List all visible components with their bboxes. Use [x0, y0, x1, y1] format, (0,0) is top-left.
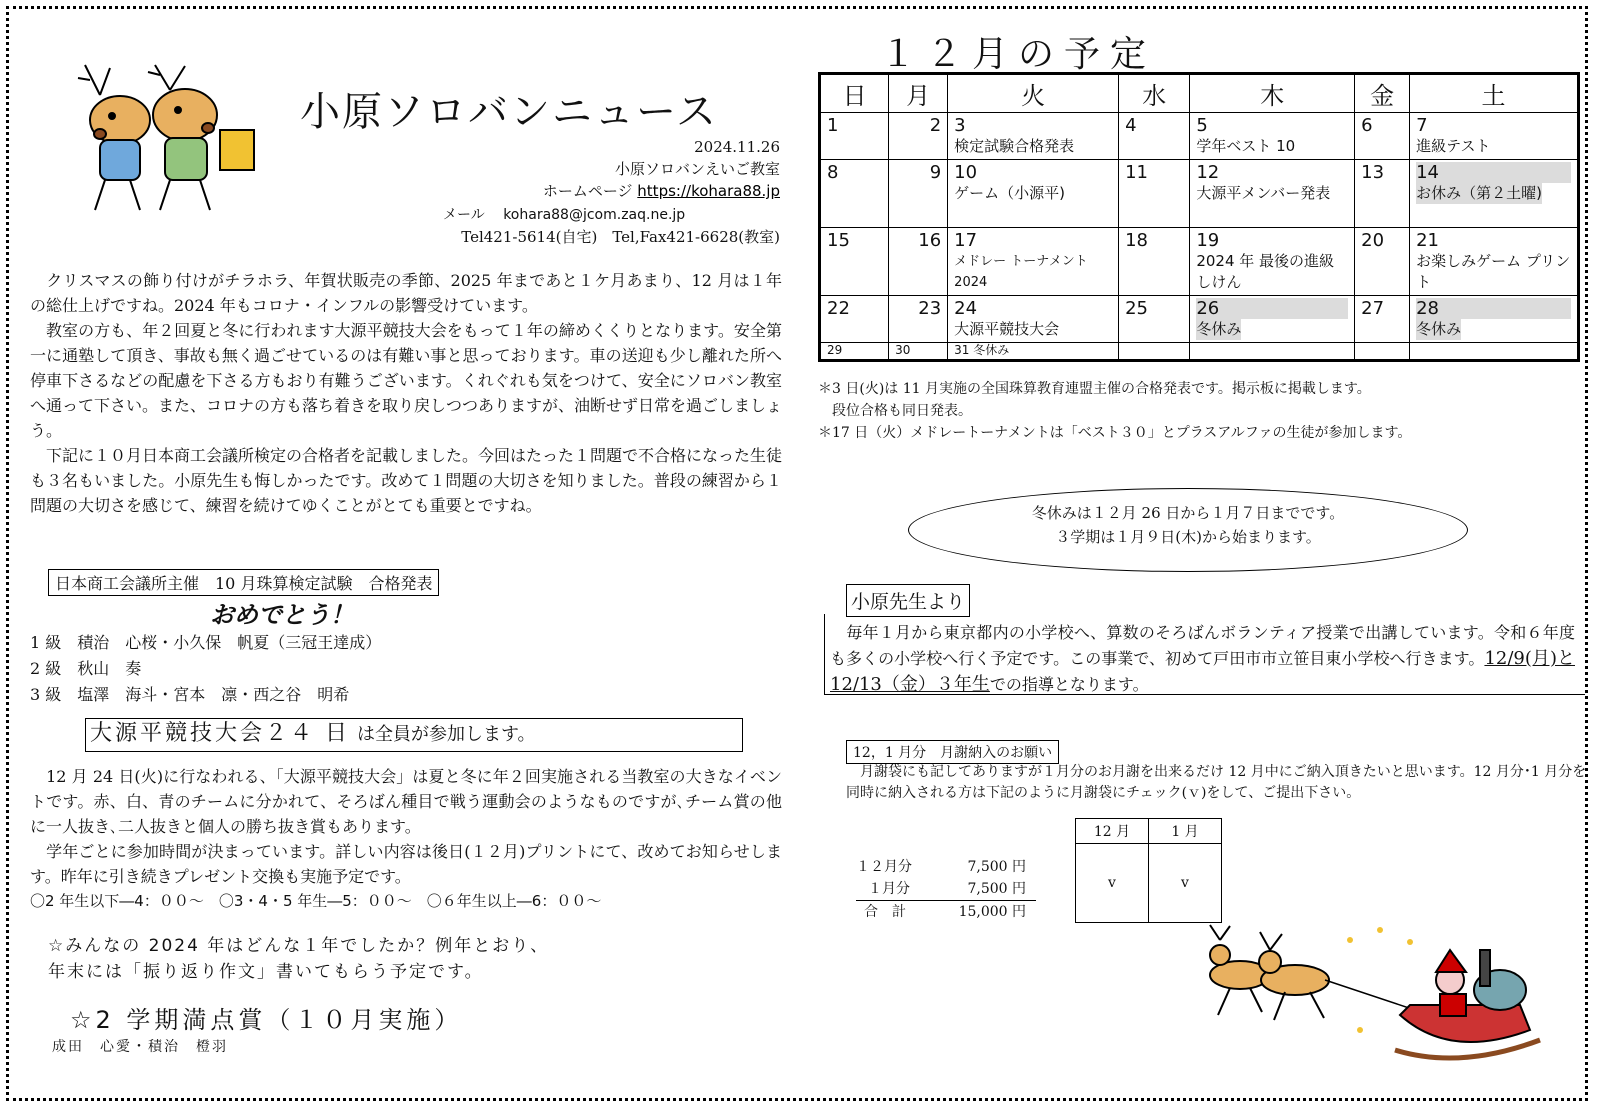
calendar-day-cell [1355, 343, 1410, 361]
tournament-times: 〇2 年生以下―4：００～ 〇3・4・5 年生―5：００～ 〇６年生以上―6：００～ [30, 892, 602, 910]
teacher-tail: での指導となります。 [989, 675, 1149, 694]
calendar-day-cell [820, 228, 889, 296]
calendar-day-number: 19 [1196, 230, 1220, 251]
calendar-day-number: 14 [1416, 162, 1571, 183]
teacher-dates: 12/9(月)と 12/13（金）３年生 [830, 648, 1575, 695]
calendar-day-number: 27 [1361, 298, 1385, 319]
tournament-text [30, 764, 782, 914]
calendar-day-number: 6 [1361, 115, 1373, 136]
calendar-note: 段位合格も同日発表。 [818, 403, 972, 419]
calendar-day-number: 18 [1125, 230, 1148, 251]
calendar-day-cell [820, 296, 889, 343]
calendar-day-cell [1119, 228, 1190, 296]
mail-address[interactable]: kohara88@jcom.zaq.ne.jp [503, 207, 686, 223]
calendar-event: お休み（第２土曜) [1416, 184, 1542, 202]
weekday-tue: 火 [948, 74, 1119, 113]
exam-results [30, 630, 381, 708]
calendar-day-number: 2 [929, 115, 942, 136]
weekday-mon: 月 [889, 74, 948, 113]
calendar-day-number: 31 冬休み [954, 343, 1010, 357]
calendar-day-cell [1190, 113, 1355, 160]
fee-line-label: １月分 [868, 881, 910, 897]
newsletter-title: 小原ソロバンニュース [300, 89, 718, 135]
calendar-day-cell [889, 160, 948, 228]
calendar-day-cell [1355, 296, 1410, 343]
calendar-day-cell [1410, 343, 1579, 361]
calendar-day-cell [1190, 228, 1355, 296]
calendar-day-number: 29 [827, 343, 843, 357]
mail-label: メール [443, 207, 485, 223]
calendar-day-cell [1355, 113, 1410, 160]
calendar-day-cell [1410, 228, 1579, 296]
check-cell: v [1076, 844, 1149, 923]
calendar-notes [818, 378, 1588, 444]
calendar-day-number: 21 [1416, 230, 1439, 251]
calendar-day-number: 30 [895, 343, 911, 357]
tournament-heading-big: 大源平競技大会２４ 日 [90, 721, 350, 746]
calendar-event: 進級テスト [1416, 137, 1491, 155]
calendar-event: 冬休み [1196, 320, 1242, 338]
tournament-paragraph: 学年ごとに参加時間が決まっています。詳しい内容は後日(１２月)プリントにて、改めてお知らせします。昨年に引き続きプレゼント交換も実施予定です。 [30, 842, 782, 886]
calendar-day-number: 13 [1361, 162, 1385, 183]
mail-line [443, 204, 685, 224]
calendar-event: 検定試験合格発表 [954, 137, 1075, 155]
result-line: 2 級 秋山 奏 [30, 659, 142, 678]
teacher-text [830, 620, 1575, 698]
calendar-event: 2024 年 最後の進級しけん [1196, 252, 1335, 291]
calendar-day-cell [1190, 296, 1355, 343]
calendar-day-cell [948, 228, 1119, 296]
fee-line [856, 901, 1036, 923]
calendar-day-cell [1190, 343, 1355, 361]
calendar-day-cell [1355, 160, 1410, 228]
fee-line [856, 878, 1036, 901]
fee-line-amount: 7,500 円 [967, 859, 1026, 875]
tournament-heading [85, 718, 743, 752]
fee-line-amount: 7,500 円 [967, 881, 1026, 897]
calendar-day-number: 25 [1125, 298, 1148, 319]
calendar-day-number: 28 [1416, 298, 1571, 319]
calendar-week-row [820, 113, 1579, 160]
calendar-day-number: 9 [929, 162, 942, 183]
tournament-heading-small: は全員が参加します。 [357, 724, 536, 745]
calendar-day-cell [889, 228, 948, 296]
fee-lines [856, 856, 1036, 923]
calendar-day-cell [889, 296, 948, 343]
intro-paragraph: クリスマスの飾り付けがチラホラ、年賀状販売の季節、2025 年まであと１ケ月あまり、12 月は１年の総仕上げですね。2024 年もコロナ・インフルの影響受けています。 [30, 271, 782, 315]
check-cell: v [1149, 844, 1222, 923]
calendar-day-number: 20 [1361, 230, 1385, 251]
calendar-day-number: 10 [954, 162, 978, 183]
calendar-day-cell [820, 113, 889, 160]
fee-text: 月謝袋にも記してありますが１月分のお月謝を出来るだけ 12 月中にご納入頂きたいと思います。12 月分･1 月分を同時に納入される方は下記のように月謝袋にチェック(ｖ)をして、ご提出下さい。 [846, 764, 1587, 801]
reflection-line: ☆みんなの 2024 年はどんな１年でしたか？例年とおり、 [48, 936, 550, 956]
tournament-paragraph: 12 月 24 日(火)に行なわれる、「大源平競技大会」は夏と冬に年２回実施される当教室の大きなイベントです。赤、白、青のチームに分かれて、そろばん種目で戦う運動会のようなものですが､チーム賞の他に一人抜き､二人抜きと個人の勝ち抜き賞もあります。 [30, 767, 782, 836]
fee-line [856, 856, 1036, 878]
calendar-day-cell [1410, 160, 1579, 228]
homepage-line [543, 180, 780, 202]
winter-line: ３学期は１月９日(木)から始まります。 [1055, 528, 1321, 546]
perfect-award-names: 成田 心愛・積治 橙羽 [52, 1039, 228, 1055]
calendar-day-number: 17 [954, 230, 978, 251]
calendar-day-number: 12 [1196, 162, 1220, 183]
intro-paragraph: 教室の方も、年２回夏と冬に行われます大源平競技大会をもって１年の締めくくりとなります。安全第一に通塾して頂き、事故も無く過ごせているのは有難い事と思っております。車の送迎も少し離れた所へ停車下さるなどの配慮を下さる方もおり有難うございます。くれぐれも気をつけて、安全にソロバン教室へ通って下さい。また、コロナの方も落ち着きを取り戻しつつありますが、油断せず日常を過ごしましょう。 [30, 321, 783, 440]
calendar-event: ゲーム（小源平) [954, 184, 1066, 202]
fee-label: 12，1 月分 月謝納入のお願い [846, 740, 1059, 764]
calendar-day-number: 3 [954, 115, 966, 136]
calendar-day-cell [1410, 296, 1579, 343]
calendar-table [818, 72, 1580, 362]
calendar-day-cell [1190, 160, 1355, 228]
fee-line-label: 合 計 [864, 904, 906, 920]
reindeer-illustration [60, 60, 270, 220]
check-header: 12 月 [1076, 819, 1149, 844]
calendar-day-number: 5 [1196, 115, 1208, 136]
homepage-label: ホームページ [542, 182, 633, 200]
calendar-note: ＊3 日(火)は 11 月実施の全国珠算教育連盟主催の合格発表です。掲示板に掲載します。 [818, 381, 1371, 397]
calendar-event: メドレー トーナメント 2024 [954, 254, 1088, 290]
tel-line: Tel421-5614(自宅) Tel,Fax421-6628(教室) [461, 228, 780, 246]
calendar-event: お楽しみゲーム プリント [1416, 252, 1571, 291]
calendar-day-cell [1355, 228, 1410, 296]
congrats-heading: おめでとう！ [210, 600, 354, 629]
calendar-day-cell [820, 160, 889, 228]
calendar-day-number: 8 [827, 162, 839, 183]
calendar-day-number: 23 [918, 298, 942, 319]
calendar-day-cell [948, 113, 1119, 160]
calendar-event: 大源平競技大会 [954, 320, 1060, 338]
weekday-wed: 水 [1119, 74, 1190, 113]
fee-line-label: １２月分 [856, 859, 912, 875]
calendar-day-cell [889, 343, 948, 361]
calendar-week-row [820, 296, 1579, 343]
calendar-day-number: 11 [1125, 162, 1148, 183]
result-line: 1 級 積治 心桜・小久保 帆夏（三冠王達成） [30, 633, 382, 652]
weekday-row [820, 74, 1579, 113]
weekday-sun: 日 [820, 74, 889, 113]
calendar-day-cell [1119, 113, 1190, 160]
winter-break-bubble [908, 488, 1468, 572]
santa-sleigh-illustration [1200, 920, 1560, 1080]
calendar-week-row [820, 228, 1579, 296]
school-name: 小原ソロバンえいご教室 [614, 160, 780, 178]
calendar-day-cell [1410, 113, 1579, 160]
calendar-week-row [820, 343, 1579, 361]
calendar-day-cell [1119, 160, 1190, 228]
calendar-day-cell [948, 343, 1119, 361]
calendar-day-number: 22 [827, 298, 850, 319]
weekday-fri: 金 [1355, 74, 1410, 113]
calendar-day-number: 15 [827, 230, 850, 251]
weekday-thu: 木 [1190, 74, 1355, 113]
reflection-line: 年末には「振り返り作文」書いてもらう予定です。 [48, 962, 484, 982]
result-line: 3 級 塩澤 海斗・宮本 凛・西之谷 明希 [30, 685, 350, 704]
intro-text [30, 268, 782, 518]
calendar-day-cell [1119, 343, 1190, 361]
calendar-day-number: 26 [1196, 298, 1348, 319]
reflection-text [48, 933, 549, 985]
winter-line: 冬休みは１２月 26 日から１月７日までです。 [1031, 504, 1345, 522]
check-table [1075, 818, 1222, 923]
issue-date: 2024.11.26 [694, 138, 780, 156]
calendar-week-row [820, 160, 1579, 228]
calendar-day-cell [820, 343, 889, 361]
check-header: 1 月 [1149, 819, 1222, 844]
calendar-event: 大源平メンバー発表 [1196, 184, 1331, 202]
calendar-day-number: 16 [918, 230, 942, 251]
calendar-day-cell [1119, 296, 1190, 343]
calendar-day-number: 4 [1125, 115, 1137, 136]
calendar-event: 冬休み [1416, 320, 1462, 338]
fee-line-amount: 15,000 円 [958, 904, 1026, 920]
calendar-event: 学年ベスト 10 [1196, 137, 1296, 155]
homepage-link[interactable]: https://kohara88.jp [637, 182, 780, 200]
perfect-award-title: ☆2 学期満点賞（１０月実施） [70, 1006, 463, 1034]
intro-paragraph: 下記に１０月日本商工会議所検定の合格者を記載しました。今回はたった１問題で不合格になった生徒も３名もいました。小原先生も悔しかったです。改めて１問題の大切さを知りました。普段の練習から１問題の大切さを感じて、練習を続けてゆくことがとても重要とですね。 [30, 446, 783, 515]
calendar-day-number: 1 [827, 115, 839, 136]
calendar-note: ＊17 日（火）メドレートーナメントは「ベスト３０」とプラスアルファの生徒が参加します。 [818, 425, 1412, 441]
exam-label: 日本商工会議所主催 10 月珠算検定試験 合格発表 [48, 569, 439, 596]
calendar-day-cell [948, 296, 1119, 343]
calendar-day-cell [948, 160, 1119, 228]
teacher-label: 小原先生より [846, 584, 970, 617]
weekday-sat: 土 [1410, 74, 1579, 113]
calendar-day-number: 7 [1416, 115, 1428, 136]
calendar-day-number: 24 [954, 298, 978, 319]
calendar-title: １２月の予定 [880, 34, 1157, 75]
teacher-paragraph: 毎年１月から東京都内の小学校へ、算数のそろばんボランティア授業で出講しています。令和６年度も多くの小学校へ行く予定です。この事業で、初めて戸田市市立笹目東小学校へ行きます。 [830, 623, 1575, 668]
calendar-day-cell [889, 113, 948, 160]
